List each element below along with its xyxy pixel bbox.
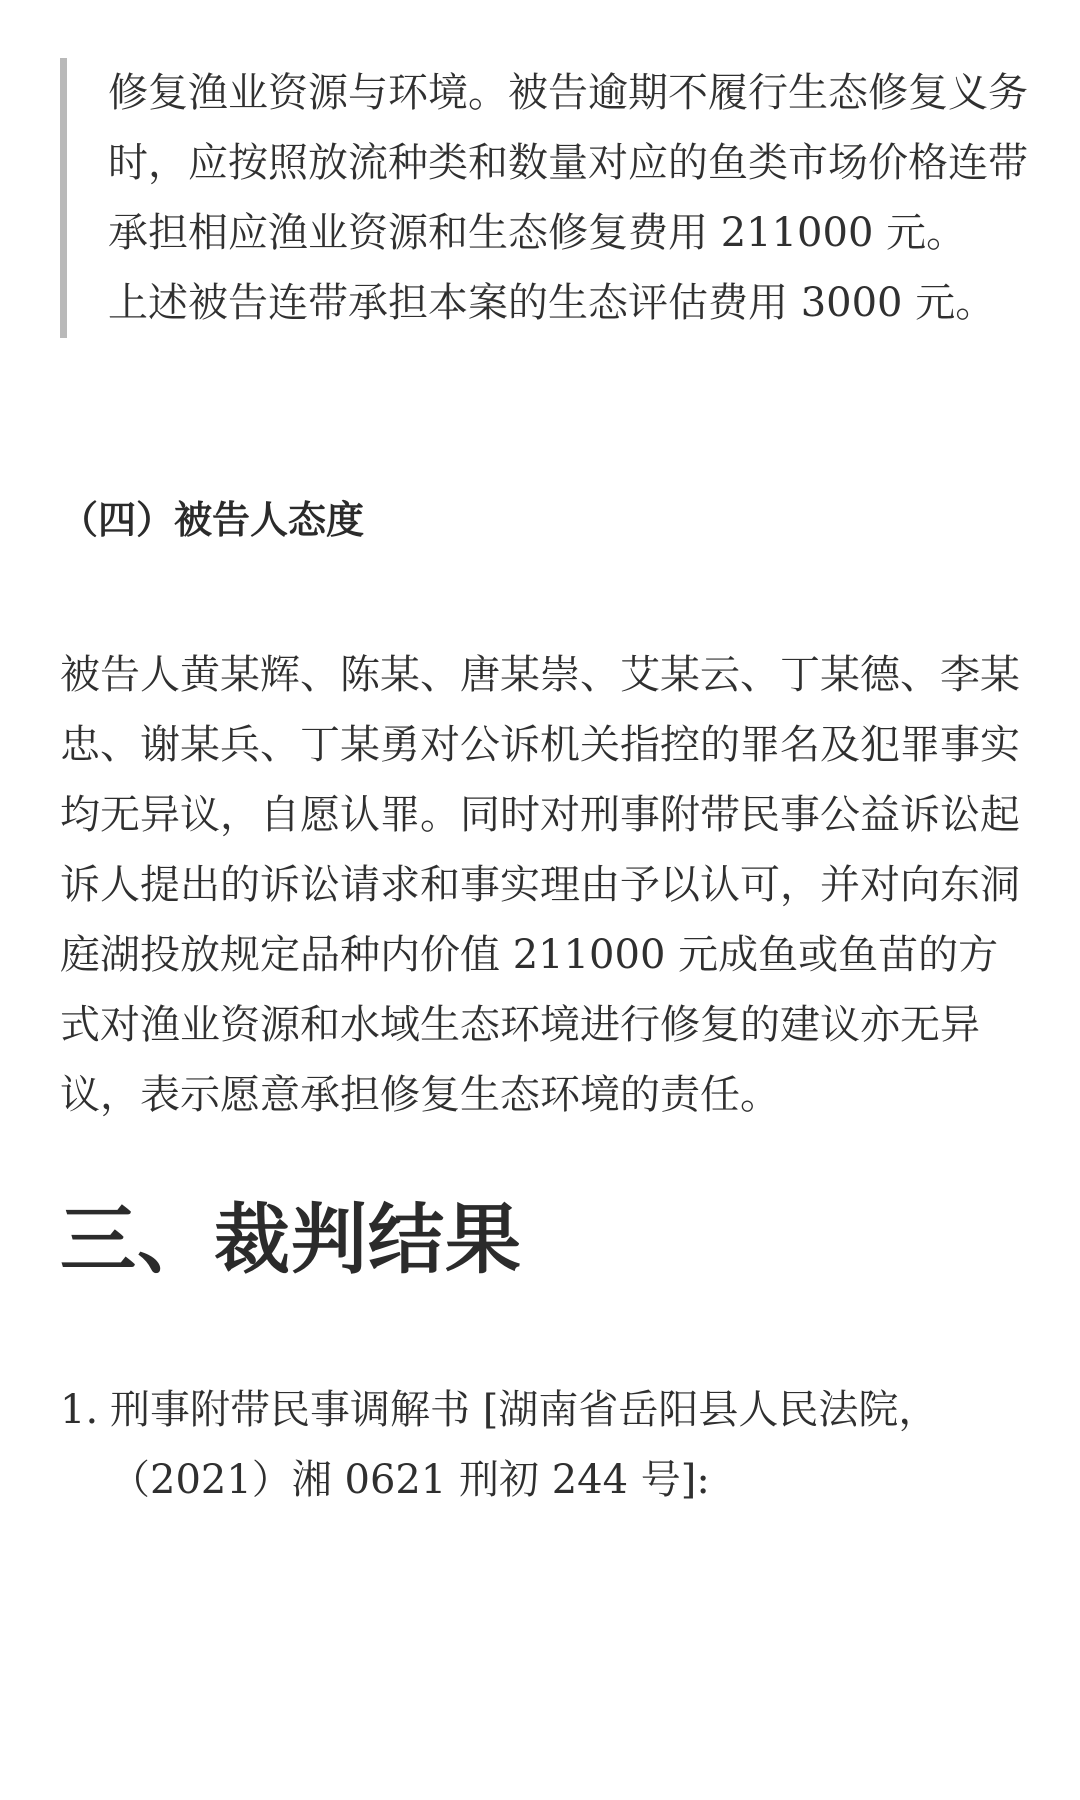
quote-paragraph: 上述被告连带承担本案的生态评估费用 3000 元。: [108, 280, 996, 326]
blockquote: [60, 58, 1030, 338]
list-number: 1.: [60, 1387, 99, 1433]
section-subtitle: （四）被告人态度: [60, 497, 365, 542]
attitude-paragraph: 被告人黄某辉、陈某、唐某崇、艾某云、丁某德、李某忠、谢某兵、丁某勇对公诉机关指控的罪名及犯罪事实均无异议，自愿认罪。同时对刑事附带民事公益诉讼起诉人提出的诉讼请求和事实理由予以认可，并对向东洞庭湖投放规定品种内价值 211000 元成鱼或鱼苗的方式对渔业资源和水域生态环境进行修复的建议亦无异议，表示愿意承担修复生态环境的责任。: [60, 652, 1020, 1118]
section-title: 三、裁判结果: [60, 1195, 522, 1284]
judgment-results-list: [60, 1375, 1040, 1515]
result-text: 刑事附带民事调解书 [湖南省岳阳县人民法院，（2021）湘 0621 刑初 244 号]:: [110, 1387, 939, 1503]
judgment-result-item: [60, 1375, 1040, 1515]
quote-paragraph: 修复渔业资源与环境。被告逾期不履行生态修复义务时，应按照放流种类和数量对应的鱼类市场价格连带承担相应渔业资源和生态修复费用 211000 元。: [108, 70, 1028, 256]
